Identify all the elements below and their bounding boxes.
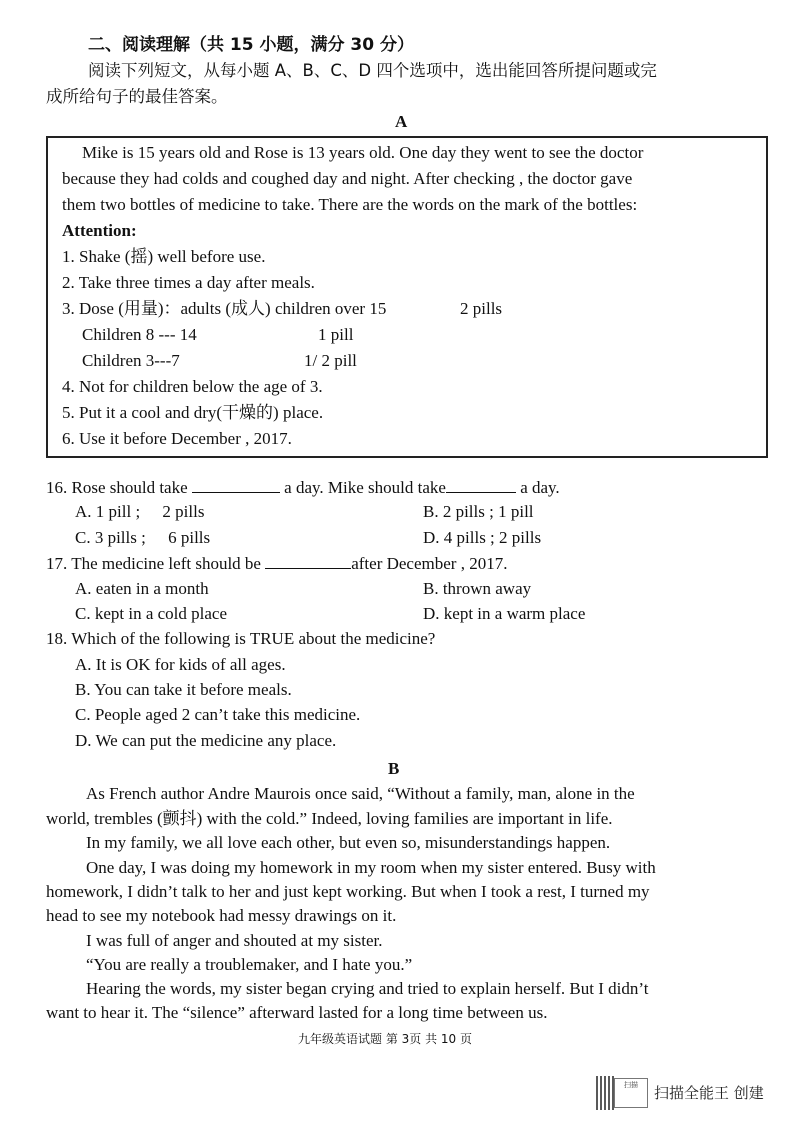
section-title: 二、阅读理解（共 15 小题，满分 30 分） (88, 35, 414, 55)
q16-option-c-text: 6 pills (168, 528, 211, 547)
passage-a-line: Mike is 15 years old and Rose is 13 years old. One day they went to see the doctor (82, 143, 644, 162)
passage-b-line: One day, I was doing my homework in my room when my sister entered. Busy with (86, 858, 656, 877)
q16-option-c (75, 527, 210, 549)
q16-option-b: B. 2 pills ; 1 pill (423, 502, 534, 521)
question-17-part2: after December , 2017. (351, 554, 508, 573)
q16-option-c-text: C. 3 pills ; (75, 528, 146, 547)
passage-b-line: Hearing the words, my sister began crying and tried to explain herself. But I didn’t (86, 979, 649, 998)
question-17-part1: 17. The medicine left should be (46, 554, 261, 573)
rule-6: 6. Use it before December , 2017. (62, 429, 292, 448)
instruction-line-2: 成所给句子的最佳答案。 (46, 87, 228, 106)
qr-code-icon (596, 1076, 614, 1110)
question-18: 18. Which of the following is TRUE about the medicine? (46, 629, 436, 648)
passage-a-label: A (395, 112, 408, 131)
passage-b-line: “You are really a troublemaker, and I hate you.” (86, 955, 413, 974)
passage-b-line: I was full of anger and shouted at my sister. (86, 931, 383, 950)
q18-option-d: D. We can put the medicine any place. (75, 731, 337, 750)
q17-option-d: D. kept in a warm place (423, 604, 586, 623)
passage-b-line: head to see my notebook had messy drawings on it. (46, 906, 397, 925)
passage-a-line: because they had colds and coughed day and night. After checking , the doctor gave (62, 169, 633, 188)
dose-row-children-3-7: Children 3---7 (82, 351, 180, 370)
question-16-part2: a day. Mike should take (284, 478, 446, 497)
passage-b-label: B (388, 759, 400, 778)
passage-b-line: homework, I didn’t talk to her and just kept working. But when I took a rest, I turned my (46, 882, 650, 901)
question-16 (46, 476, 560, 499)
rule-1: 1. Shake (摇) well before use. (62, 247, 266, 266)
dose-row-children-8-14: Children 8 --- 14 (82, 325, 197, 344)
q18-option-a: A. It is OK for kids of all ages. (75, 655, 286, 674)
q16-option-a-text: A. 1 pill ; (75, 502, 141, 521)
passage-b-line: As French author Andre Maurois once said, “Without a family, man, alone in the (86, 784, 635, 803)
instruction-line-1: 阅读下列短文，从每小题 A、B、C、D 四个选项中，选出能回答所提问题或完 (88, 61, 657, 80)
q17-option-b: B. thrown away (423, 579, 532, 598)
rule-5: 5. Put it a cool and dry(干燥的) place. (62, 403, 324, 422)
q18-option-c: C. People aged 2 can’t take this medicine. (75, 705, 361, 724)
q16-option-a-text: 2 pills (162, 502, 205, 521)
q16-option-d: D. 4 pills ; 2 pills (423, 528, 542, 547)
q18-option-b: B. You can take it before meals. (75, 680, 292, 699)
dose-row-children-3-7-value: 1/ 2 pill (304, 351, 357, 370)
rule-3: 3. Dose (用量)：adults (成人) children over 15 (62, 299, 387, 318)
attention-title: Attention: (62, 221, 137, 240)
answer-blank[interactable] (446, 476, 516, 493)
dose-row-children-8-14-value: 1 pill (318, 325, 354, 344)
rule-4: 4. Not for children below the age of 3. (62, 377, 323, 396)
passage-b-line: want to hear it. The “silence” afterward lasted for a long time between us. (46, 1003, 548, 1022)
answer-blank[interactable] (192, 476, 280, 493)
rule-2: 2. Take three times a day after meals. (62, 273, 315, 292)
rule-3-dose: 2 pills (460, 299, 503, 318)
scanner-logo: 扫描 (614, 1078, 648, 1108)
answer-blank[interactable] (265, 552, 351, 569)
question-17 (46, 552, 507, 575)
q16-option-a (75, 501, 204, 523)
question-16-part1: 16. Rose should take (46, 478, 188, 497)
passage-b-line: In my family, we all love each other, but even so, misunderstandings happen. (86, 833, 611, 852)
passage-a-line: them two bottles of medicine to take. There are the words on the mark of the bottles: (62, 195, 638, 214)
passage-b-line: world, trembles (颤抖) with the cold.” Indeed, loving families are important in life. (46, 809, 613, 828)
page-footer: 九年级英语试题 第 3页 共 10 页 (298, 1032, 472, 1046)
scanner-watermark: 扫描全能王 创建 (654, 1084, 764, 1102)
q17-option-c: C. kept in a cold place (75, 604, 228, 623)
q17-option-a: A. eaten in a month (75, 579, 209, 598)
question-16-part3: a day. (520, 478, 560, 497)
